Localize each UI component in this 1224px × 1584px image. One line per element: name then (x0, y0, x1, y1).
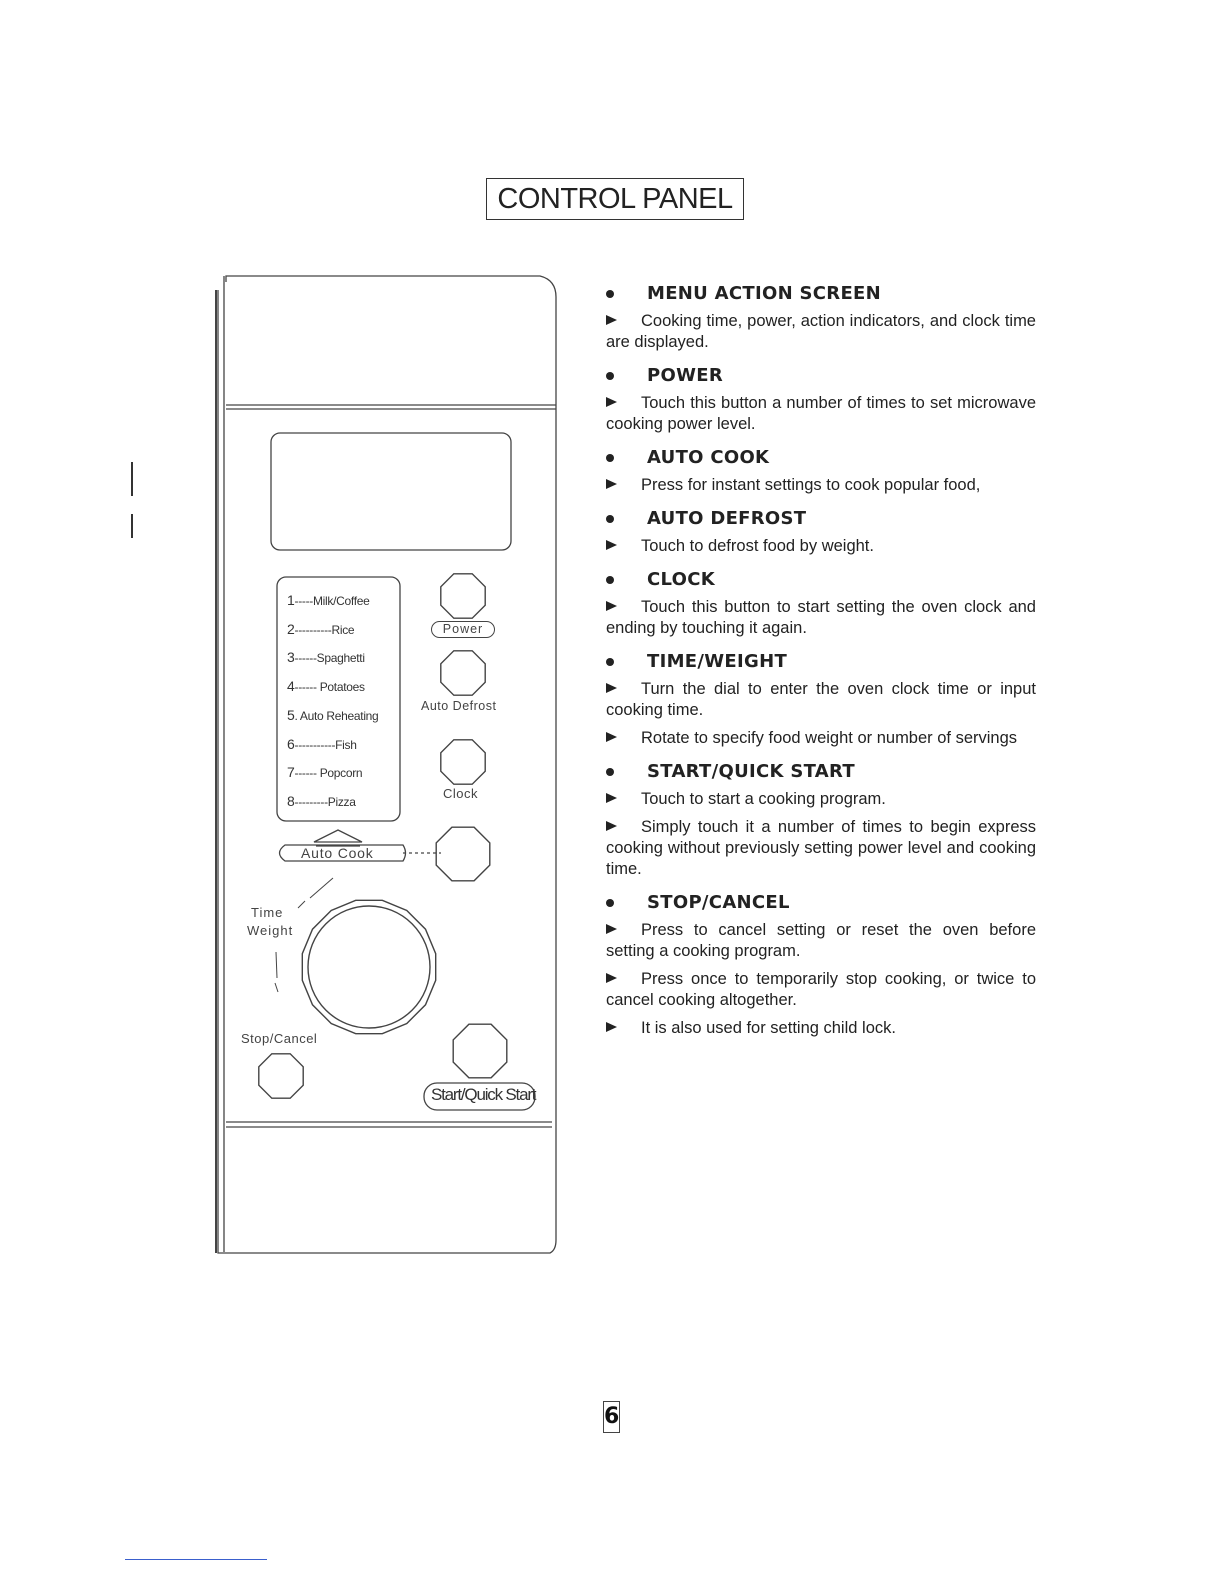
section-heading: STOP/CANCEL (647, 892, 790, 913)
arrow-icon (606, 1022, 617, 1032)
description-item: Touch this button a number of times to set microwave cooking power level. (606, 394, 1036, 433)
arrow-icon (606, 924, 617, 934)
time-weight-dial[interactable] (302, 900, 435, 1033)
section-heading: POWER (647, 365, 724, 386)
power-button-label[interactable]: Power (431, 621, 495, 638)
arrow-icon (606, 973, 617, 983)
bullet-icon (606, 372, 614, 380)
description-item: Cooking time, power, action indicators, and clock time are displayed. (606, 312, 1036, 351)
section-heading: CLOCK (647, 569, 715, 590)
start-quick-start-button[interactable] (453, 1024, 507, 1078)
menu-item: 3------Spaghetti (287, 649, 365, 665)
dial-inner-ring (308, 906, 430, 1028)
time-label: Time (251, 905, 284, 920)
section-auto-defrost (606, 506, 1036, 557)
stop-cancel-button[interactable] (259, 1054, 303, 1098)
menu-item: 6-----------Fish (287, 736, 357, 752)
description-item: Press for instant settings to cook popular food, (606, 475, 1036, 496)
bullet-icon (606, 768, 614, 776)
description-item: Turn the dial to enter the oven clock time or input cooking time. (606, 680, 1036, 719)
section-start-quick-start (606, 759, 1036, 880)
page-title: CONTROL PANEL (486, 178, 744, 220)
clock-button[interactable] (441, 740, 485, 784)
description-item: Press to cancel setting or reset the oven before setting a cooking program. (606, 921, 1036, 960)
arrow-icon (606, 540, 617, 550)
auto-cook-label[interactable]: Auto Cook (301, 845, 374, 861)
description-item: Touch this button to start setting the oven clock and ending by touching it again. (606, 598, 1036, 637)
section-heading: TIME/WEIGHT (647, 651, 788, 672)
section-heading: AUTO DEFROST (647, 508, 807, 529)
menu-item: 4------ Potatoes (287, 678, 365, 694)
section-time-weight (606, 649, 1036, 749)
menu-item: 1-----Milk/Coffee (287, 592, 370, 608)
section-heading: START/QUICK START (647, 761, 855, 782)
description-item: Rotate to specify food weight or number of servings (606, 728, 1036, 749)
menu-item: 2----------Rice (287, 621, 355, 637)
description-item: It is also used for setting child lock. (606, 1018, 1036, 1039)
auto-cook-button[interactable] (436, 827, 490, 881)
description-item: Touch to start a cooking program. (606, 789, 1036, 810)
menu-item: 5. Auto Reheating (287, 707, 379, 723)
section-clock (606, 567, 1036, 639)
section-power (606, 363, 1036, 435)
section-list (606, 281, 1036, 1039)
bullet-icon (606, 658, 614, 666)
bullet-icon (606, 576, 614, 584)
section-heading: AUTO COOK (647, 447, 770, 468)
arrow-icon (606, 732, 617, 742)
auto-defrost-button[interactable] (441, 651, 485, 695)
section-heading: MENU ACTION SCREEN (647, 283, 881, 304)
arrow-icon (606, 601, 617, 611)
menu-item: 7------ Popcorn (287, 764, 363, 780)
arrow-icon (606, 793, 617, 803)
weight-label: Weight (247, 923, 294, 938)
page-number: 6 (603, 1401, 620, 1433)
start-quick-start-label[interactable]: Start/Quick Start (431, 1085, 536, 1104)
bullet-icon (606, 899, 614, 907)
section-menu-action-screen (606, 281, 1036, 353)
arrow-icon (606, 479, 617, 489)
arrow-icon (606, 397, 617, 407)
auto-defrost-label: Auto Defrost (421, 699, 497, 713)
section-stop-cancel (606, 890, 1036, 1039)
arrow-icon (606, 821, 617, 831)
arrow-icon (606, 315, 617, 325)
section-auto-cook (606, 445, 1036, 496)
description-item: Simply touch it a number of times to begin express cooking without previously setting power level and cooking time. (606, 818, 1036, 878)
bullet-icon (606, 515, 614, 523)
description-item: Touch to defrost food by weight. (606, 536, 1036, 557)
bullet-icon (606, 454, 614, 462)
stop-cancel-label: Stop/Cancel (241, 1031, 318, 1046)
footer-rule (125, 1559, 267, 1560)
bullet-icon (606, 290, 614, 298)
description-item: Press once to temporarily stop cooking, or twice to cancel cooking altogether. (606, 970, 1036, 1009)
arrow-icon (606, 683, 617, 693)
clock-label: Clock (443, 786, 479, 801)
menu-item: 8---------Pizza (287, 793, 356, 809)
power-button[interactable] (441, 574, 485, 618)
